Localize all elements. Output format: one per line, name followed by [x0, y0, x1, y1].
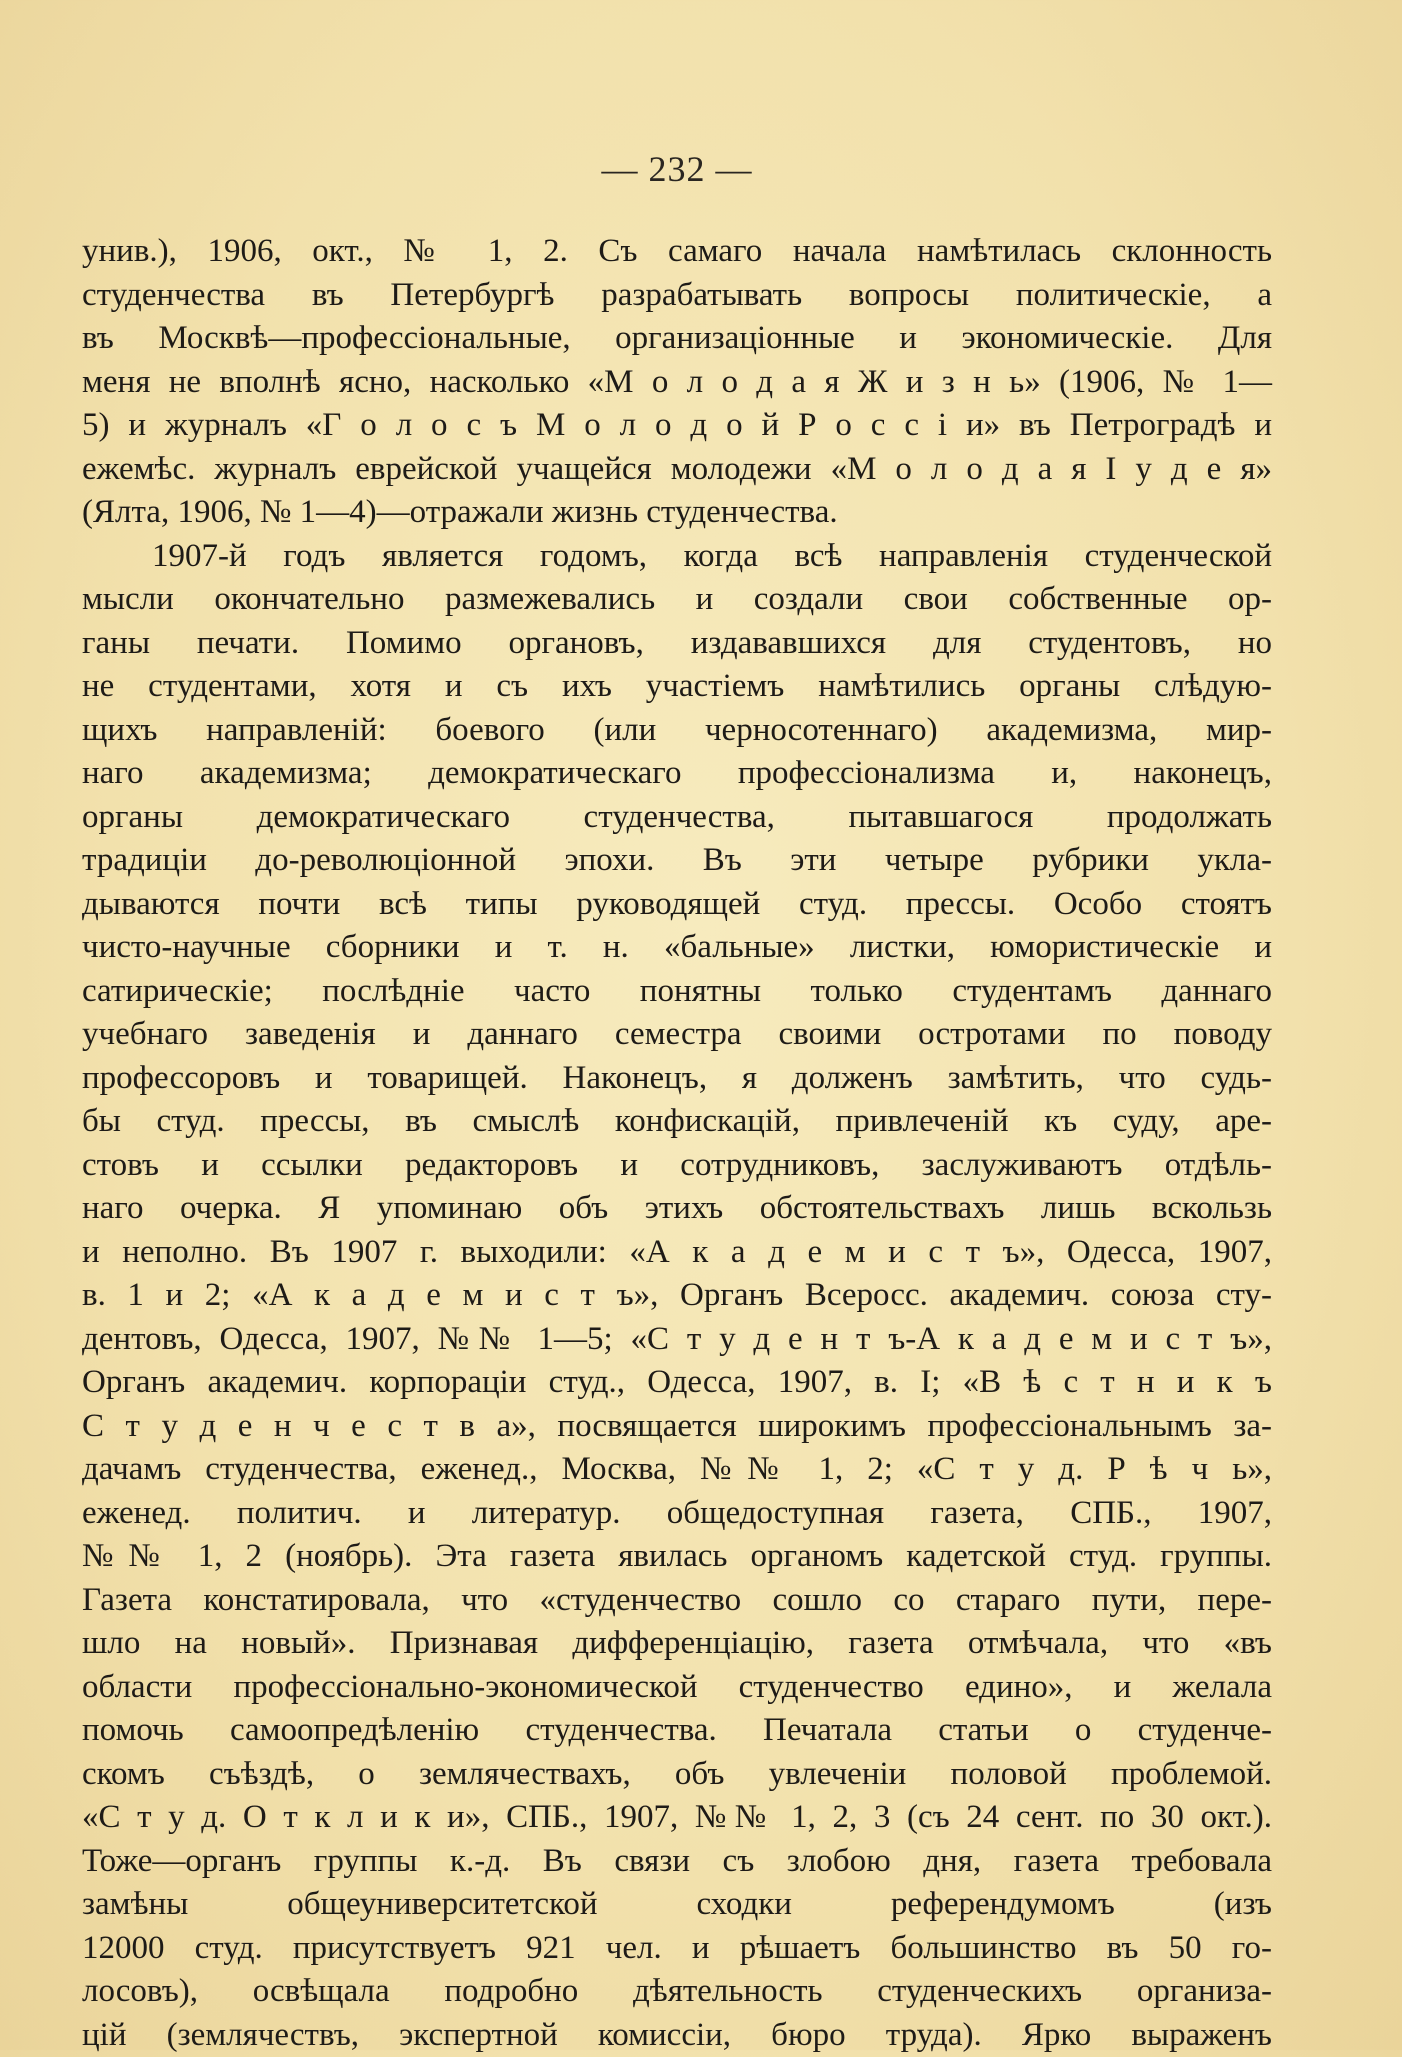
text-line: меня не вполнѣ ясно, насколько «М о л о д а я Ж и з н ь» (1906, № 1—	[82, 361, 1272, 405]
text-line: бы студ. прессы, въ смыслѣ конфискацій, привлеченій къ суду, аре-	[82, 1100, 1272, 1144]
text-line: унив.), 1906, окт., № 1, 2. Съ самаго начала намѣтилась склонность	[82, 230, 1272, 274]
text-line: еженед. политич. и литератур. общедоступная газета, СПБ., 1907,	[82, 1492, 1272, 1536]
page-number: — 232 —	[82, 148, 1272, 190]
text-line: мысли окончательно размежевались и создали свои собственные ор-	[82, 578, 1272, 622]
text-line: не студентами, хотя и съ ихъ участіемъ намѣтились органы слѣдую-	[82, 665, 1272, 709]
text-line: органы демократическаго студенчества, пытавшагося продолжать	[82, 796, 1272, 840]
text-line: в. 1 и 2; «А к а д е м и с т ъ», Органъ Всеросс. академич. союза сту-	[82, 1274, 1272, 1318]
text-line: шло на новый». Признавая дифференціацію, газета отмѣчала, что «въ	[82, 1622, 1272, 1666]
text-line: сатирическіе; послѣдніе часто понятны только студентамъ даннаго	[82, 970, 1272, 1014]
text-line: лосовъ), освѣщала подробно дѣятельность студенческихъ организа-	[82, 1970, 1272, 2014]
text-line: С т у д е н ч е с т в а», посвящается широкимъ профессіональнымъ за-	[82, 1405, 1272, 1449]
text-line: области профессіонально-экономической студенчество едино», и желала	[82, 1666, 1272, 1710]
text-line: цій (землячествъ, экспертной комиссіи, бюро труда). Ярко выраженъ	[82, 2014, 1272, 2057]
text-line: студенчества въ Петербургѣ разрабатывать вопросы политическіе, а	[82, 274, 1272, 318]
book-page	[82, 148, 1272, 2057]
text-line: 5) и журналъ «Г о л о с ъ М о л о д о й Р о с с і и» въ Петроградѣ и	[82, 404, 1272, 448]
text-line: замѣны общеуниверситетской сходки референдумомъ (изъ	[82, 1883, 1272, 1927]
text-line: наго академизма; демократическаго профессіонализма и, наконецъ,	[82, 752, 1272, 796]
text-line: ганы печати. Помимо органовъ, издававшихся для студентовъ, но	[82, 622, 1272, 666]
text-line: «С т у д. О т к л и к и», СПБ., 1907, №№ 1, 2, 3 (съ 24 сент. по 30 окт.).	[82, 1796, 1272, 1840]
text-line: №№ 1, 2 (ноябрь). Эта газета явилась органомъ кадетской студ. группы.	[82, 1535, 1272, 1579]
text-line: 12000 студ. присутствуетъ 921 чел. и рѣшаетъ большинство въ 50 го-	[82, 1927, 1272, 1971]
text-line: скомъ съѣздѣ, о землячествахъ, объ увлеченіи половой проблемой.	[82, 1753, 1272, 1797]
text-line: стовъ и ссылки редакторовъ и сотрудниковъ, заслуживаютъ отдѣль-	[82, 1144, 1272, 1188]
text-line: дываются почти всѣ типы руководящей студ. прессы. Особо стоятъ	[82, 883, 1272, 927]
text-line: въ Москвѣ—профессіональные, организаціонные и экономическіе. Для	[82, 317, 1272, 361]
paragraph	[82, 230, 1272, 535]
body-text	[82, 230, 1272, 2057]
text-line: Тоже—органъ группы к.-д. Въ связи съ злобою дня, газета требовала	[82, 1840, 1272, 1884]
text-line: наго очерка. Я упоминаю объ этихъ обстоятельствахъ лишь вскользь	[82, 1187, 1272, 1231]
text-line: щихъ направленій: боевого (или черносотеннаго) академизма, мир-	[82, 709, 1272, 753]
text-line: учебнаго заведенія и даннаго семестра своими остротами по поводу	[82, 1013, 1272, 1057]
text-line: (Ялта, 1906, № 1—4)—отражали жизнь студенчества.	[82, 491, 1272, 535]
text-line: 1907-й годъ является годомъ, когда всѣ направленія студенческой	[82, 535, 1272, 579]
text-line: помочь самоопредѣленію студенчества. Печатала статьи о студенче-	[82, 1709, 1272, 1753]
text-line: Газета констатировала, что «студенчество сошло со стараго пути, пере-	[82, 1579, 1272, 1623]
text-line: ежемѣс. журналъ еврейской учащейся молодежи «М о л о д а я І у д е я»	[82, 448, 1272, 492]
text-line: профессоровъ и товарищей. Наконецъ, я долженъ замѣтить, что судь-	[82, 1057, 1272, 1101]
text-line: и неполно. Въ 1907 г. выходили: «А к а д е м и с т ъ», Одесса, 1907,	[82, 1231, 1272, 1275]
paragraph	[82, 535, 1272, 2057]
text-line: дачамъ студенчества, еженед., Москва, №№ 1, 2; «С т у д. Р ѣ ч ь»,	[82, 1448, 1272, 1492]
text-line: традиціи до-революціонной эпохи. Въ эти четыре рубрики укла-	[82, 839, 1272, 883]
text-line: дентовъ, Одесса, 1907, №№ 1—5; «С т у д е н т ъ-А к а д е м и с т ъ»,	[82, 1318, 1272, 1362]
text-line: Органъ академич. корпораціи студ., Одесса, 1907, в. I; «В ѣ с т н и к ъ	[82, 1361, 1272, 1405]
text-line: чисто-научные сборники и т. н. «бальные» листки, юмористическіе и	[82, 926, 1272, 970]
